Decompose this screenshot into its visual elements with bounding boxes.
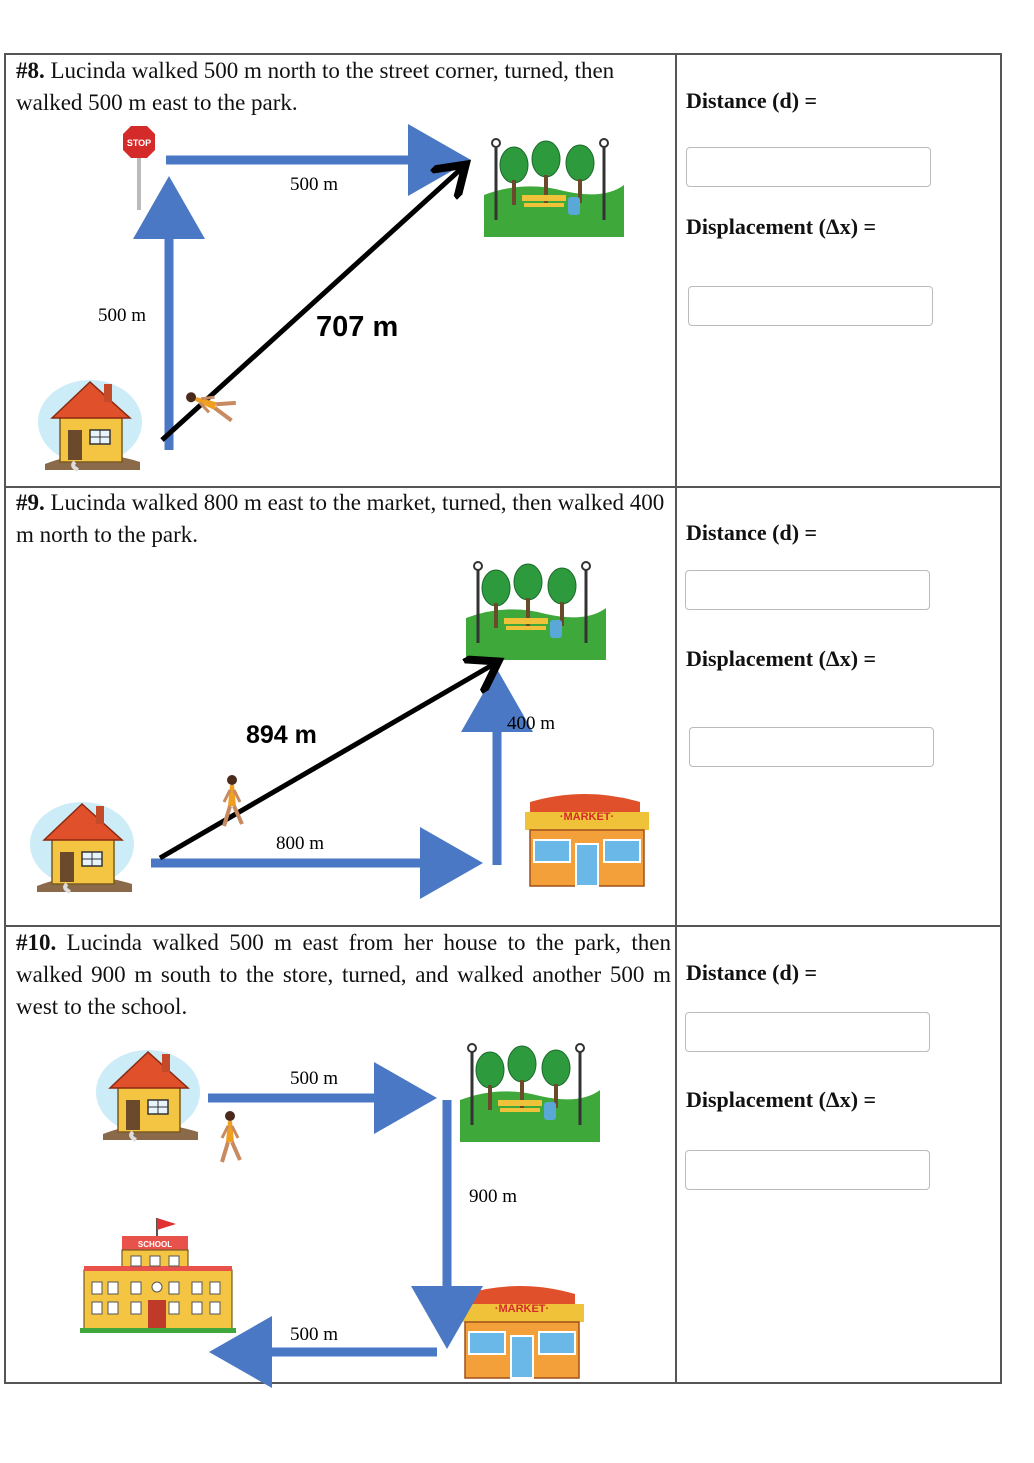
resultant-arrow — [160, 664, 494, 858]
leg-label-east: 800 m — [276, 833, 325, 854]
resultant-label: 707 m — [316, 311, 399, 343]
house-icon — [96, 1050, 200, 1140]
problem-9-displacement-label: Displacement (Δx) = — [686, 646, 877, 671]
leg-label-east: 500 m — [290, 1068, 339, 1089]
figure-9 — [30, 548, 649, 892]
school-sign-text: SCHOOL — [137, 1240, 173, 1249]
problem-10-displacement-label: Displacement (Δx) = — [686, 1087, 877, 1112]
problem-9-statement: Lucinda walked 800 m east to the market, turned, then walked 400 m north to the park. — [16, 490, 665, 547]
leg-label-north: 500 m — [98, 305, 147, 326]
walker-icon — [222, 1111, 240, 1162]
problem-8-statement: Lucinda walked 500 m north to the street corner, turned, then walked 500 m east to the park. — [16, 58, 615, 115]
leg-label-east: 500 m — [290, 174, 339, 195]
problem-10-statement: Lucinda walked 500 m east from her house to the park, then walked 900 m south to the store, turned, and walked another 500 m west to the school. — [16, 930, 671, 1019]
problem-10-distance-label: Distance (d) = — [686, 960, 818, 985]
figure-10 — [80, 1030, 600, 1378]
problem-9-number: #9. — [16, 490, 45, 515]
leg-label-west: 500 m — [290, 1324, 339, 1345]
park-icon — [466, 548, 606, 660]
problem-8-number: #8. — [16, 58, 45, 83]
school-icon — [80, 1218, 236, 1333]
leg-label-south: 900 m — [469, 1186, 518, 1207]
market-icon — [460, 1286, 584, 1378]
house-icon — [38, 380, 142, 470]
problem-8-distance-label: Distance (d) = — [686, 88, 818, 113]
figure-8 — [38, 125, 624, 470]
stop-sign-icon — [123, 126, 155, 210]
house-icon — [30, 802, 134, 892]
park-icon — [460, 1030, 600, 1142]
leg-label-north: 400 m — [507, 713, 556, 734]
market-sign-text: ·MARKET· — [559, 811, 615, 823]
park-icon — [484, 125, 624, 237]
market-sign-text: ·MARKET· — [494, 1303, 550, 1315]
market-icon — [525, 794, 649, 886]
stop-sign-text: STOP — [126, 138, 152, 148]
problem-9-distance-label: Distance (d) = — [686, 520, 818, 545]
problem-10-number: #10. — [16, 930, 57, 955]
problem-8-displacement-label: Displacement (Δx) = — [686, 214, 877, 239]
resultant-label: 894 m — [246, 721, 317, 749]
